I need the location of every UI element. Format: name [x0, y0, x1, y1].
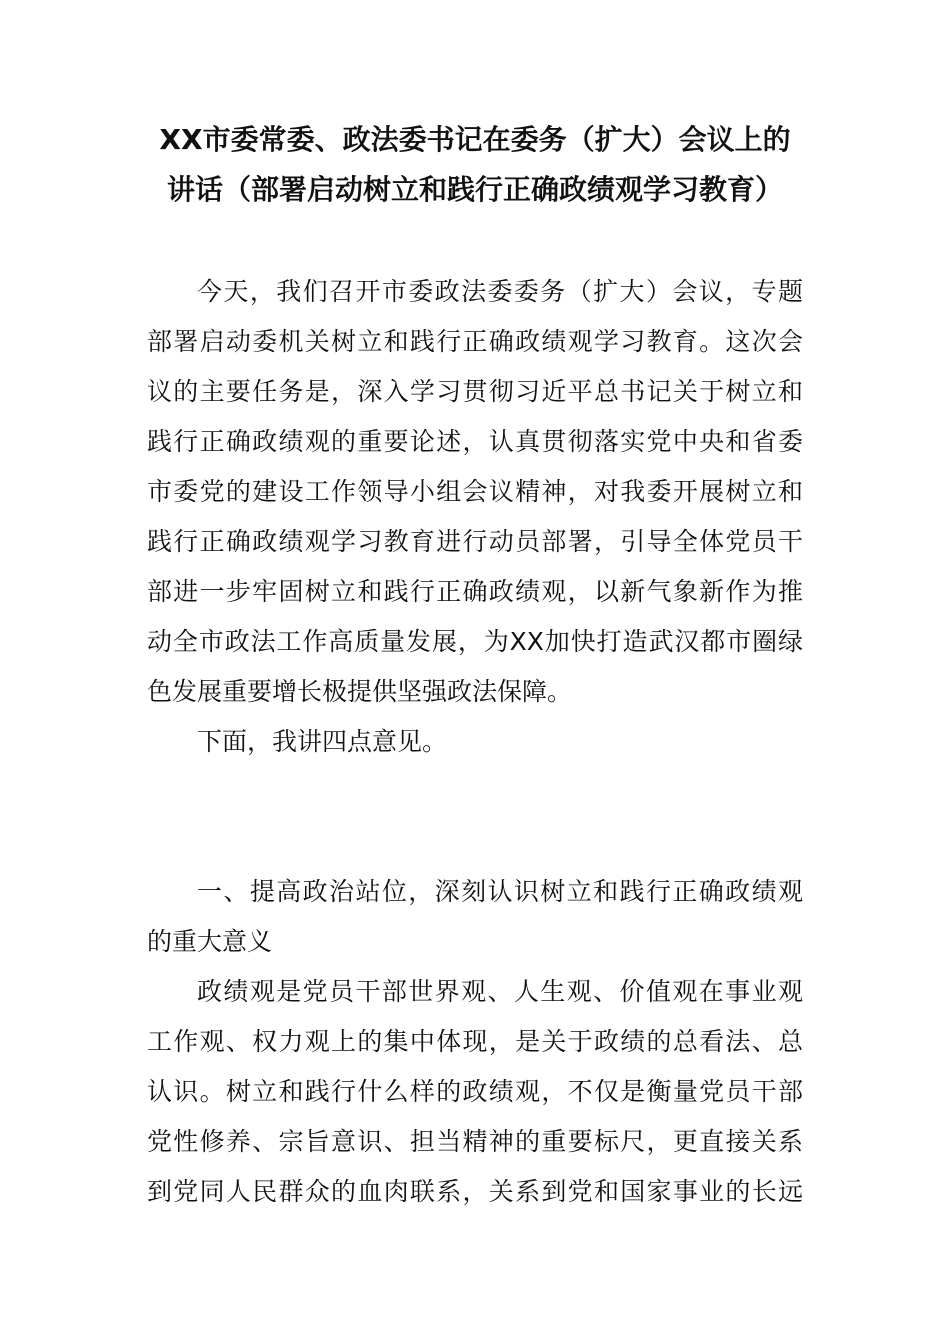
text-line: 部进一步牢固树立和践行正确政绩观，以新气象新作为推: [147, 577, 803, 606]
title-line: XX市委常委、政法委书记在委务（扩大）会议上的: [159, 123, 791, 156]
text-line: 市委党的建设工作领导小组会议精神，对我委开展树立和: [147, 477, 803, 506]
spacer: [147, 817, 803, 867]
text-line: 党性修养、宗旨意识、担当精神的重要标尺，更直接关系: [147, 1127, 803, 1156]
text-line: 今天，我们召开市委政法委委务（扩大）会议，专题: [197, 277, 803, 306]
document-title: [140, 115, 810, 215]
text-line: 践行正确政绩观的重要论述，认真贯彻落实党中央和省委: [147, 427, 803, 456]
spacer: [147, 767, 803, 817]
text-line: 政绩观是党员干部世界观、人生观、价值观在事业观: [197, 977, 803, 1006]
title-line: 讲话（部署启动树立和践行正确政绩观学习教育）: [166, 173, 783, 206]
text-line: 到党同人民群众的血肉联系，关系到党和国家事业的长远: [147, 1177, 803, 1206]
paragraph-section-1: [147, 967, 803, 1217]
text-line: 动全市政法工作高质量发展，为XX加快打造武汉都市圈绿: [147, 627, 803, 656]
text-line: 色发展重要增长极提供坚强政法保障。: [147, 677, 573, 706]
heading-line: 一、提高政治站位，深刻认识树立和践行正确政绩观: [197, 877, 803, 906]
text-line: 议的主要任务是，深入学习贯彻习近平总书记关于树立和: [147, 377, 803, 406]
document-body: [147, 267, 803, 1217]
heading-line: 的重大意义: [147, 927, 273, 956]
paragraph-outline: 下面，我讲四点意见。: [197, 727, 448, 756]
section-heading-1: [147, 867, 803, 967]
text-line: 部署启动委机关树立和践行正确政绩观学习教育。这次会: [147, 327, 803, 356]
text-line: 认识。树立和践行什么样的政绩观，不仅是衡量党员干部: [147, 1077, 803, 1106]
paragraph-intro: [147, 267, 803, 717]
text-line: 践行正确政绩观学习教育进行动员部署，引导全体党员干: [147, 527, 803, 556]
text-line: 工作观、权力观上的集中体现，是关于政绩的总看法、总: [147, 1027, 803, 1056]
